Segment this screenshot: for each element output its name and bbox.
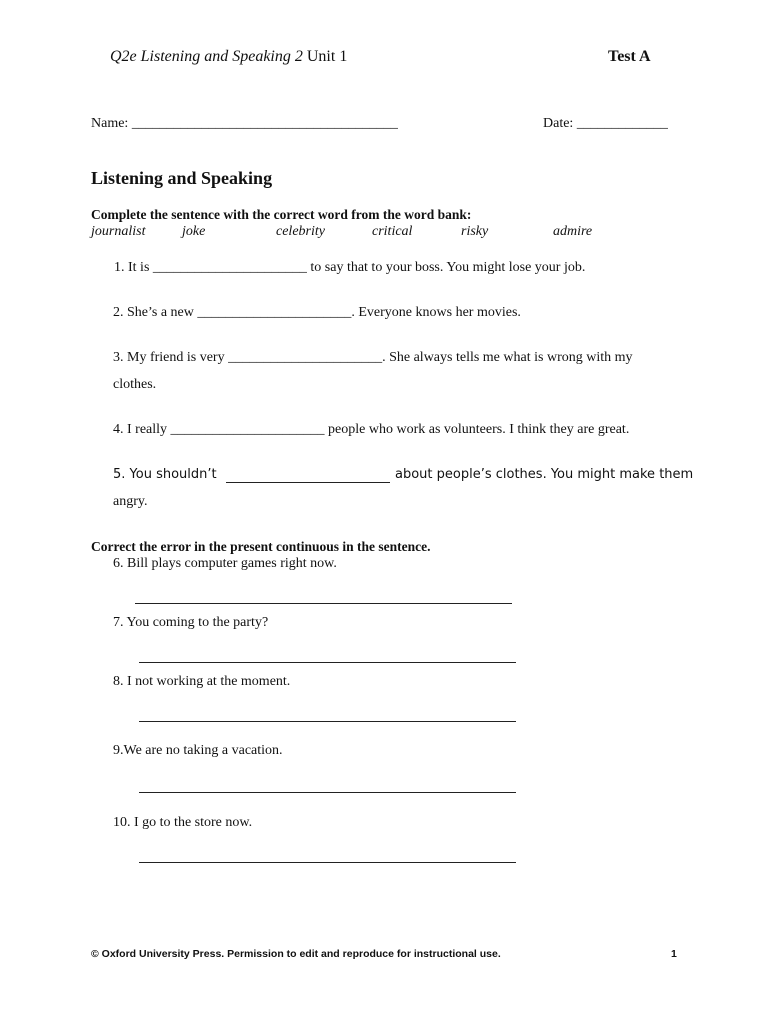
- part2-instruction: Correct the error in the present continuous in the sentence.: [91, 539, 431, 554]
- part1-instruction: Complete the sentence with the correct word from the word bank:: [91, 207, 472, 222]
- question-5-rest: about people’s clothes. You might make them: [395, 467, 694, 482]
- page-number: 1: [671, 948, 677, 960]
- answer-blank-5[interactable]: [226, 482, 390, 483]
- section-title: Listening and Speaking: [91, 168, 273, 188]
- question-8: 8. I not working at the moment.: [113, 674, 291, 689]
- copyright-footer: © Oxford University Press. Permission to edit and reproduce for instructional use.: [91, 948, 501, 960]
- question-9: 9.We are no taking a vacation.: [113, 743, 283, 758]
- answer-line-10[interactable]: [139, 862, 516, 863]
- word-bank-item: critical: [372, 224, 413, 239]
- word-bank-item: admire: [553, 224, 593, 239]
- unit-label: Unit 1: [302, 48, 348, 65]
- word-bank-item: risky: [461, 224, 489, 239]
- question-5: 5. You shouldn’t: [113, 467, 217, 482]
- name-field[interactable]: Name: ______________________________________: [91, 116, 398, 131]
- question-6: 6. Bill plays computer games right now.: [113, 556, 337, 571]
- answer-line-7[interactable]: [139, 662, 516, 663]
- date-field[interactable]: Date: _____________: [543, 116, 668, 131]
- question-3-continued: clothes.: [113, 377, 157, 392]
- question-1: 1. It is ______________________ to say that to your boss. You might lose your job.: [114, 260, 586, 275]
- question-3: 3. My friend is very ______________________. She always tells me what is wrong with my: [113, 350, 633, 365]
- word-bank-item: journalist: [91, 224, 146, 239]
- test-label: Test A: [608, 48, 651, 65]
- question-7: 7. You coming to the party?: [113, 615, 269, 630]
- question-2: 2. She’s a new ______________________. Everyone knows her movies.: [113, 305, 521, 320]
- book-title: Q2e Listening and Speaking 2: [110, 48, 303, 65]
- word-bank-item: celebrity: [276, 224, 325, 239]
- header-title: [110, 48, 347, 66]
- answer-line-9[interactable]: [139, 792, 516, 793]
- question-10: 10. I go to the store now.: [113, 815, 253, 830]
- word-bank-item: joke: [182, 224, 206, 239]
- answer-line-8[interactable]: [139, 721, 516, 722]
- question-5-continued: angry.: [113, 494, 148, 509]
- answer-line-6[interactable]: [135, 603, 512, 604]
- question-4: 4. I really ______________________ people who work as volunteers. I think they are great.: [113, 422, 630, 437]
